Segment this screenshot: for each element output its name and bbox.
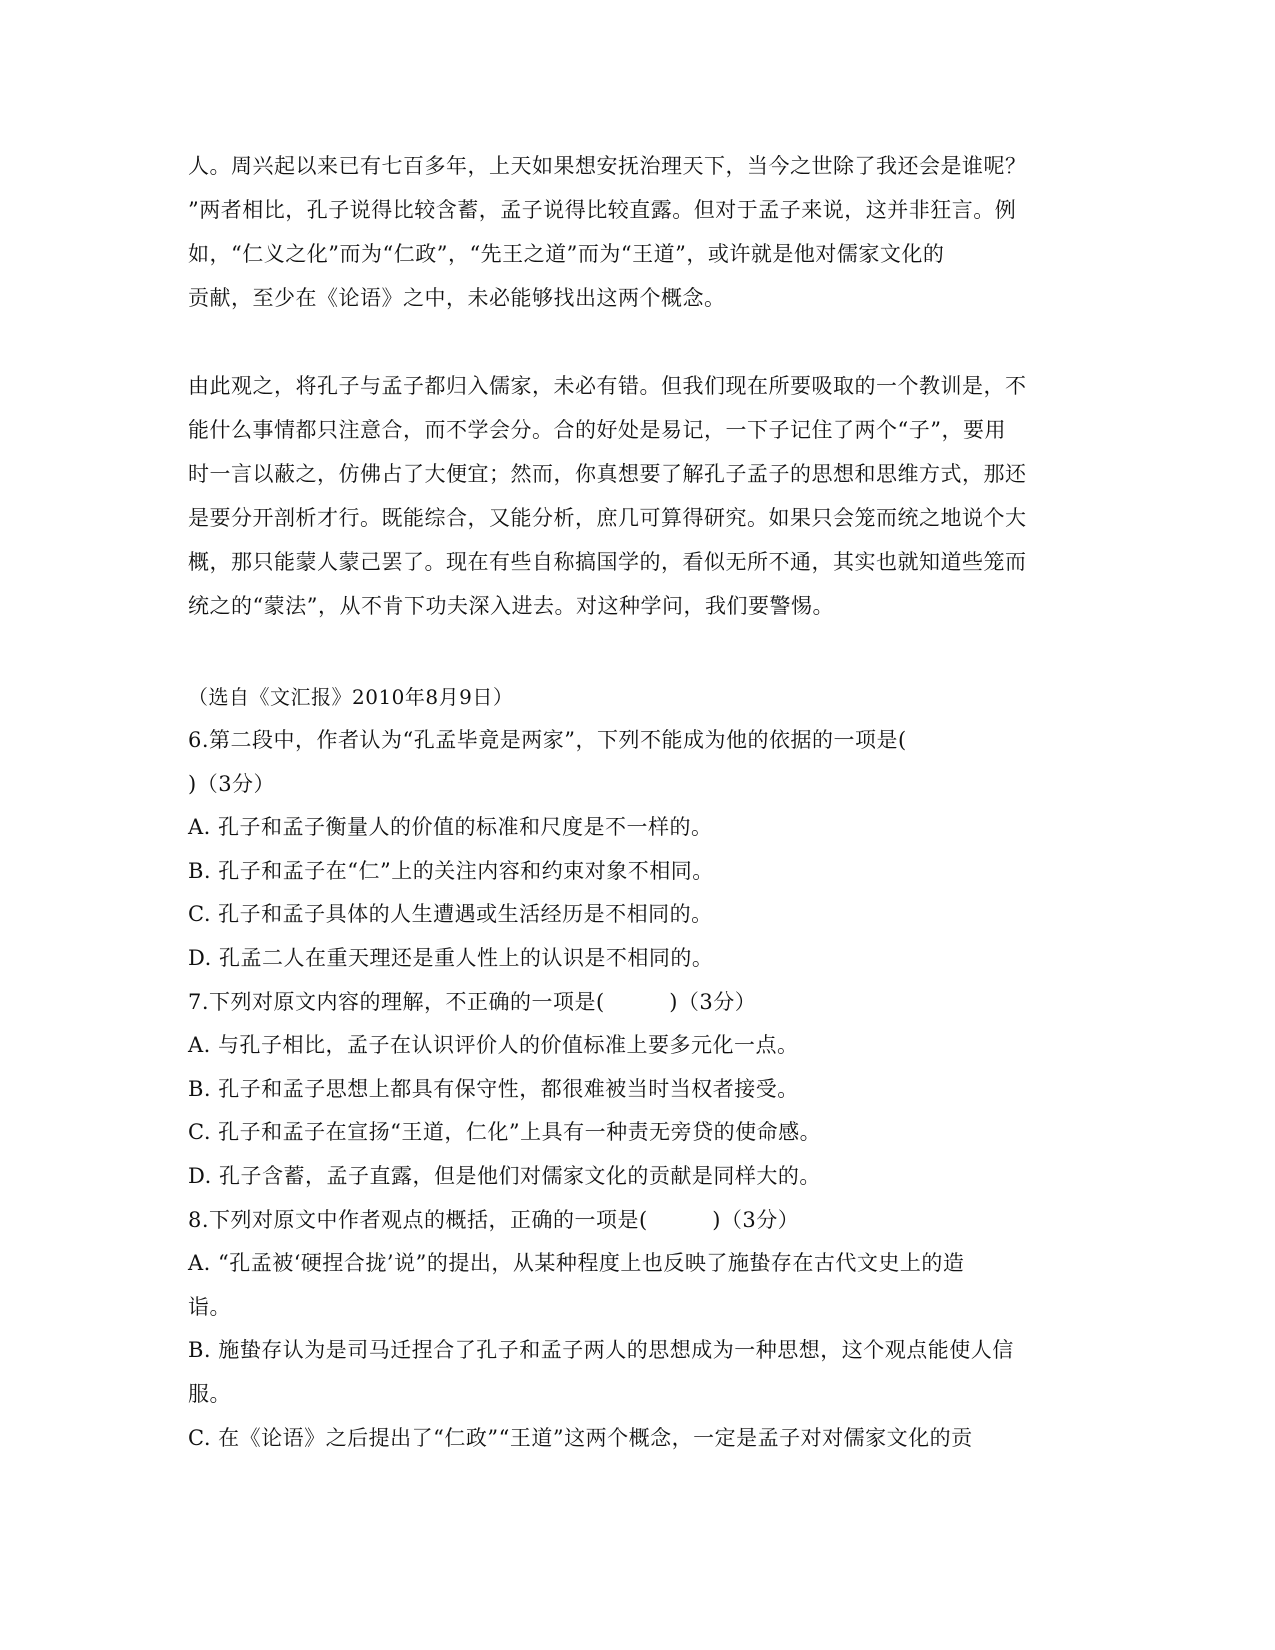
question-7-option-c: C. 孔子和孟子在宣扬“王道，仁化”上具有一种责无旁贷的使命感。	[188, 1120, 822, 1145]
question-8-option-a-cont: 诣。	[188, 1294, 231, 1319]
question-8-option-c: C. 在《论语》之后提出了“仁政”“王道”这两个概念，一定是孟子对对儒家文化的贡	[188, 1425, 973, 1450]
source-text: （选自《文汇报》2010年8月9日）	[188, 685, 514, 709]
question-7-option-b: B. 孔子和孟子思想上都具有保守性，都很难被当时当权者接受。	[188, 1076, 799, 1101]
question-7-stem: 7.下列对原文内容的理解，不正确的一项是( )（3分）	[188, 989, 757, 1014]
question-6-stem-cont: )（3分）	[188, 771, 276, 796]
text-line: 概，那只能蒙人蒙己罢了。现在有些自称搞国学的，看似无所不通，其实也就知道些笼而	[188, 550, 1027, 574]
question-7-option-a: A. 与孔子相比，孟子在认识评价人的价值标准上要多元化一点。	[188, 1033, 799, 1058]
text-line: ”两者相比，孔子说得比较含蓄，孟子说得比较直露。但对于孟子来说，这并非狂言。例	[188, 198, 1017, 222]
text-line: 是要分开剖析才行。既能综合，又能分析，庶几可算得研究。如果只会笼而统之地说个大	[188, 506, 1027, 530]
paragraph-1	[188, 144, 1088, 320]
question-6-stem: 6.第二段中，作者认为“孔孟毕竟是两家”，下列不能成为他的依据的一项是(	[188, 728, 907, 752]
question-6-option-a: A. 孔子和孟子衡量人的价值的标准和尺度是不一样的。	[188, 815, 713, 840]
question-6-option-c: C. 孔子和孟子具体的人生遭遇或生活经历是不相同的。	[188, 902, 713, 927]
text-line: 由此观之，将孔子与孟子都归入儒家，未必有错。但我们现在所要吸取的一个教训是，不	[188, 374, 1027, 398]
text-line: 人。周兴起以来已有七百多年，上天如果想安抚治理天下，当今之世除了我还会是谁呢？	[188, 154, 1027, 178]
question-6-option-b: B. 孔子和孟子在“仁”上的关注内容和约束对象不相同。	[188, 858, 714, 883]
question-8-option-a: A. “孔孟被‘硬捏合拢’说”的提出，从某种程度上也反映了施蛰存在古代文史上的造	[188, 1251, 965, 1276]
text-line: 贡献，至少在《论语》之中，未必能够找出这两个概念。	[188, 286, 726, 310]
text-line: 统之的“蒙法”，从不肯下功夫深入进去。对这种学问，我们要警惕。	[188, 594, 834, 618]
source-citation	[188, 675, 1088, 719]
question-6-option-d: D. 孔孟二人在重天理还是重人性上的认识是不相同的。	[188, 945, 714, 970]
question-7-option-d: D. 孔子含蓄，孟子直露，但是他们对儒家文化的贡献是同样大的。	[188, 1163, 821, 1188]
text-line: 能什么事情都只注意合，而不学会分。合的好处是易记，一下子记住了两个“子”，要用	[188, 418, 1006, 442]
question-8-option-b-cont: 服。	[188, 1381, 231, 1406]
questions-section	[188, 719, 1088, 1460]
text-line: 如，“仁义之化”而为“仁政”，“先王之道”而为“王道”，或许就是他对儒家文化的	[188, 242, 945, 266]
question-8-stem: 8.下列对原文中作者观点的概括，正确的一项是( )（3分）	[188, 1207, 800, 1232]
paragraph-2	[188, 364, 1088, 628]
text-line: 时一言以蔽之，仿佛占了大便宜；然而，你真想要了解孔子孟子的思想和思维方式，那还	[188, 462, 1027, 486]
question-8-option-b: B. 施蛰存认为是司马迁捏合了孔子和孟子两人的思想成为一种思想，这个观点能使人信	[188, 1338, 1014, 1363]
